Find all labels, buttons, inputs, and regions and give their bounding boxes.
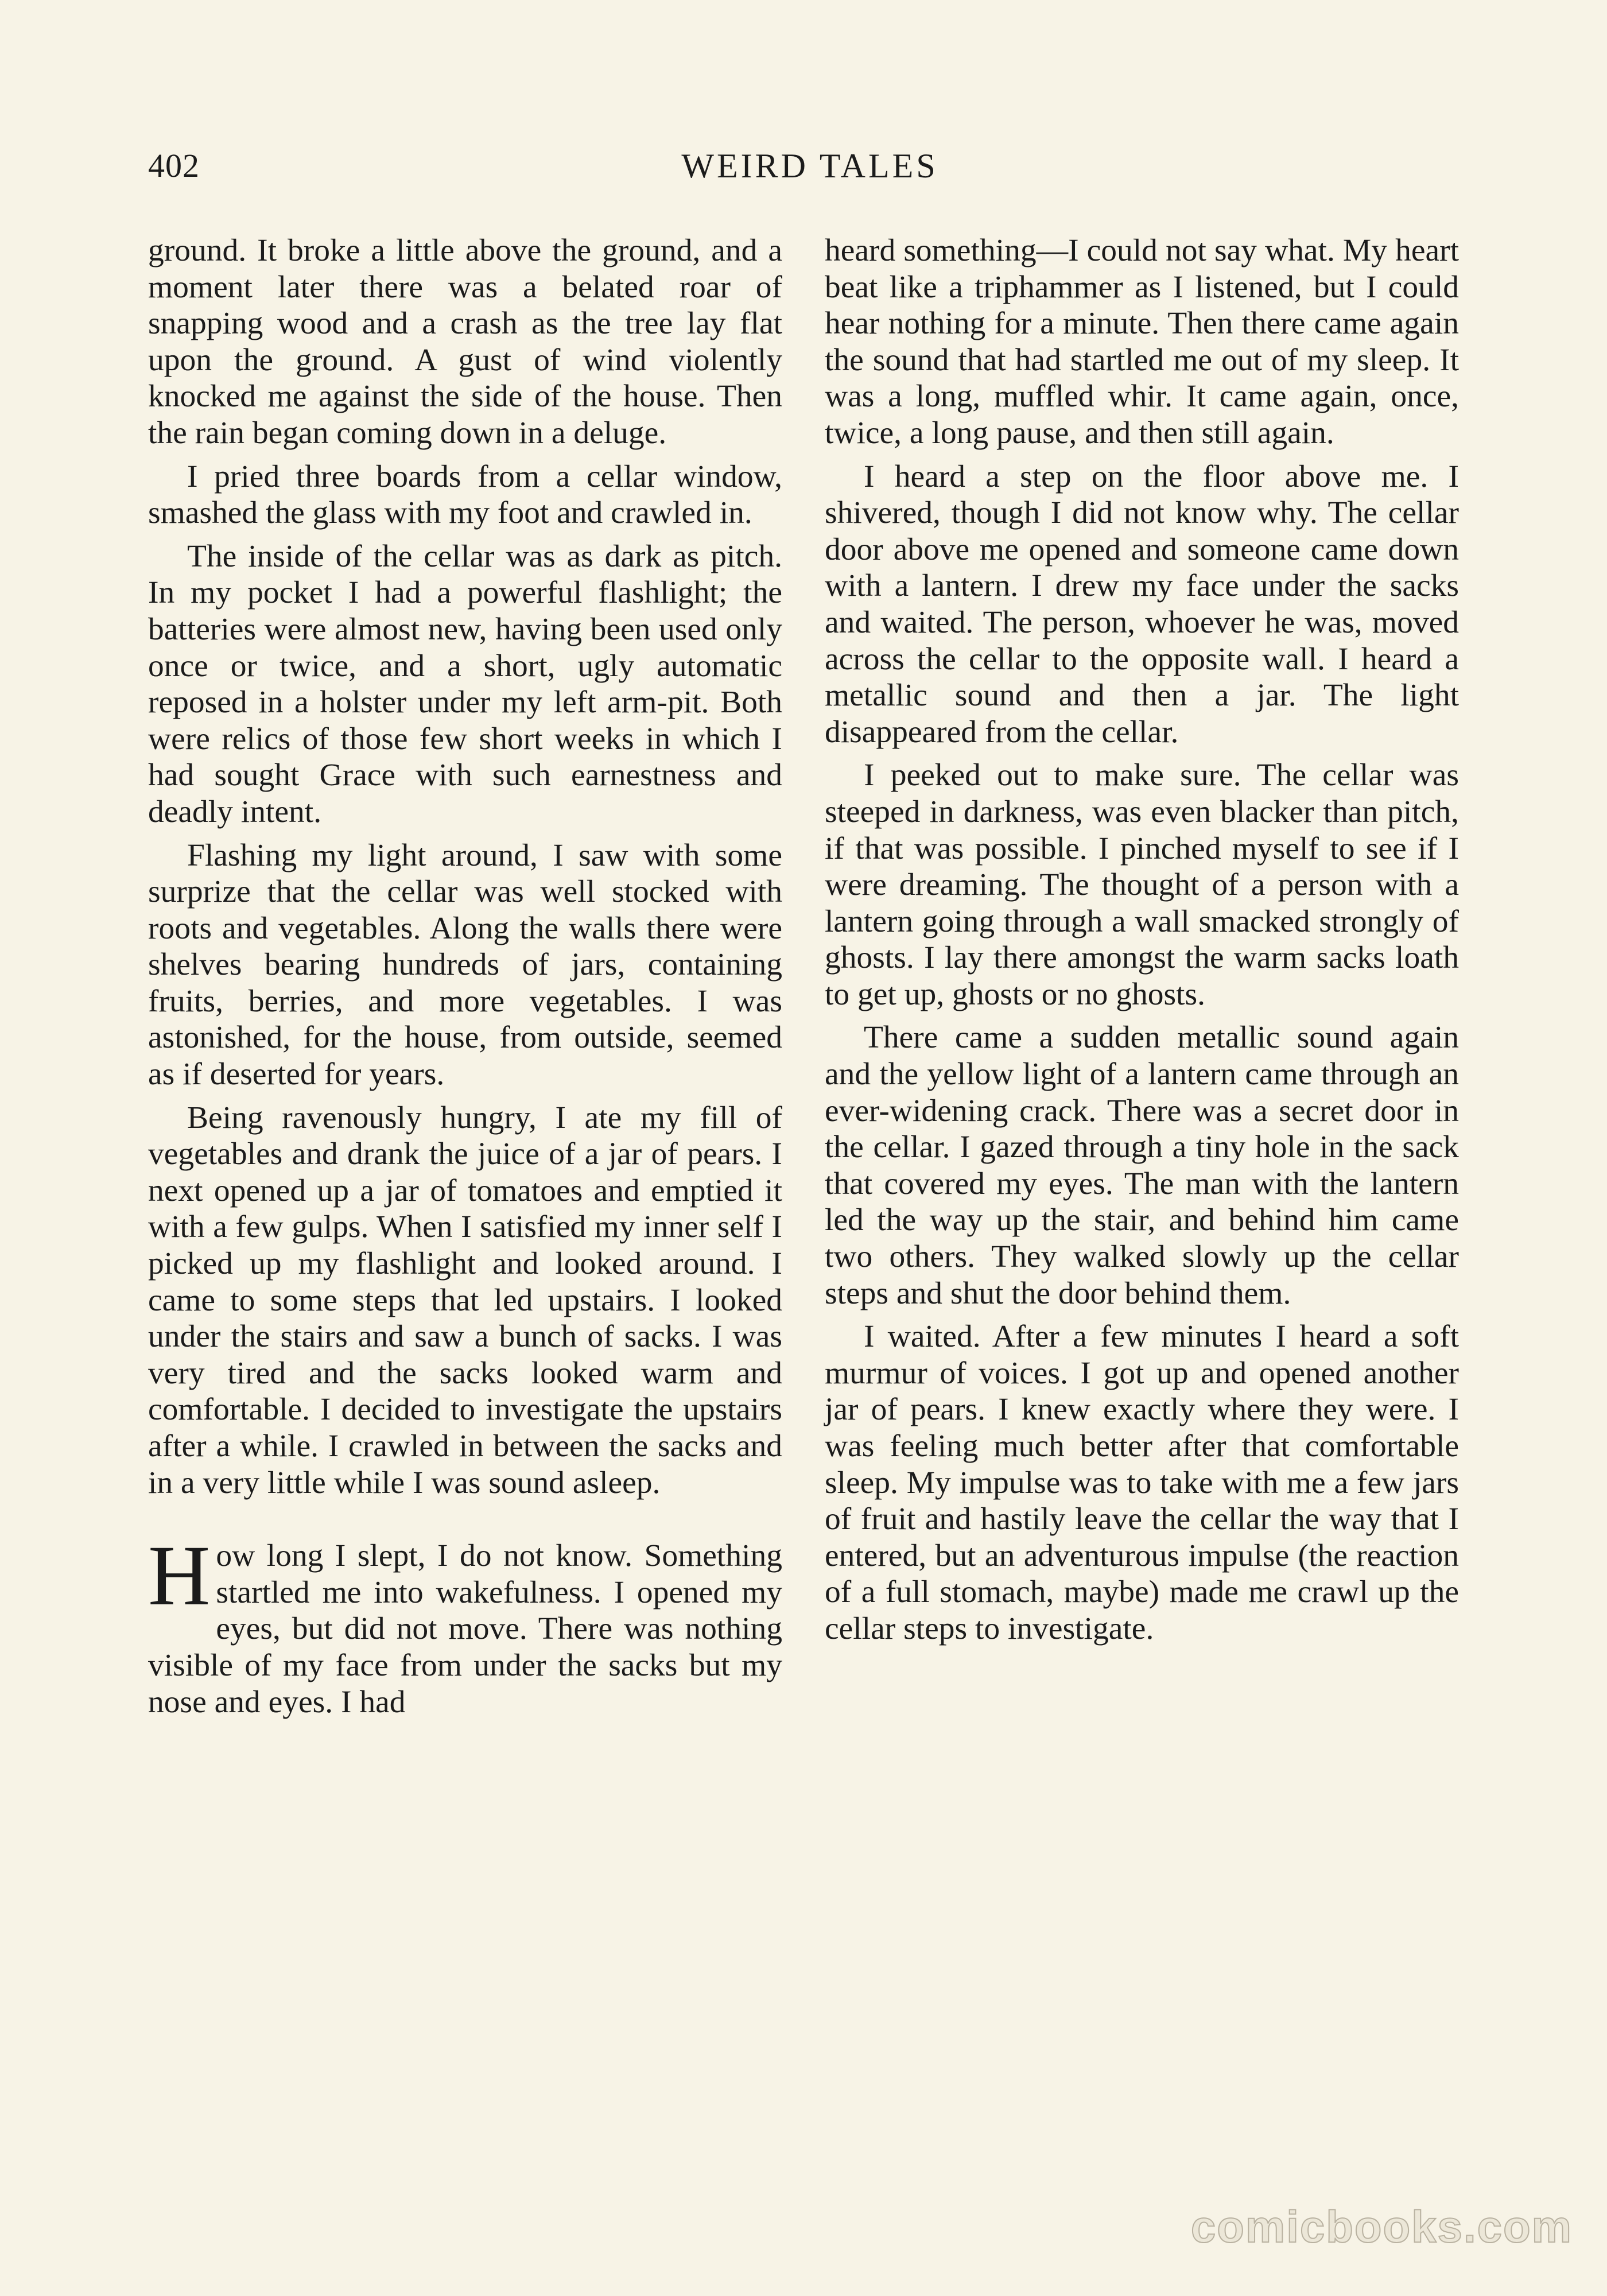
running-title: WEIRD TALES [681,147,938,185]
section-paragraph [148,1528,782,1720]
paragraph: I peeked out to make sure. The cellar was steeped in darkness, was even blacker than pitch, if that was possible. I pinched myself to see if I were dreaming. The thought of a person with a lantern going through a wall smacked strongly of ghosts. I lay there amongst the warm sacks loath to get up, ghosts or no ghosts. [825,758,1459,1012]
drop-cap: H [148,1528,211,1624]
paragraph: I heard a step on the floor above me. I shivered, though I did not know why. The cellar door above me opened and someone came down with a lantern. I drew my face under the sacks and waited. The person, whoever he was, moved across the cellar to the opposite wall. I heard a metallic sound and then a jar. The light disappeared from the cellar. [825,459,1459,750]
paragraph: There came a sudden metallic sound again and the yellow light of a lantern came through an ever-widening crack. There was a secret door in the cellar. I gazed through a tiny hole in the sack that covered my eyes. The man with the lantern led the way up the stair, and behind him came two others. They walked slowly up the cellar steps and shut the door behind them. [825,1020,1459,1311]
left-column [148,232,782,1720]
paragraph: I waited. After a few minutes I heard a soft murmur of voices. I got up and opened another jar of pears. I knew exactly where they were. I was feeling much better after that comfortable sleep. My impulse was to take with me a few jars of fruit and hastily leave the cellar the way that I entered, but an adventurous impulse (the reaction of a full stomach, maybe) made me crawl up the cellar steps to investigate. [825,1319,1459,1646]
paragraph: Flashing my light around, I saw with some surprize that the cellar was well stocked with roots and vegetables. Along the walls there were shelves bearing hundreds of jars, containing fruits, berries, and more vegetables. I was astonished, for the house, from outside, seemed as if deserted for years. [148,837,782,1092]
paragraph: I pried three boards from a cellar window, smashed the glass with my foot and crawled in. [148,459,782,531]
watermark: comicbooks.com [1190,2201,1573,2252]
right-column [825,232,1459,1647]
paragraph: The inside of the cellar was as dark as pitch. In my pocket I had a powerful flashlight; the batteries were almost new, having been used only once or twice, and a short, ugly automatic reposed in a holster under my left arm-pit. Both were relics of those few short weeks in which I had sought Grace with such earnestness and deadly intent. [148,538,782,829]
paragraph: Being ravenously hungry, I ate my fill of vegetables and drank the juice of a jar of pears. I next opened up a jar of tomatoes and emptied it with a few gulps. When I satisfied my inner self I picked up my flashlight and looked around. I came to some steps that led upstairs. I looked under the stairs and saw a bunch of sacks. I was very tired and the sacks looked warm and comfortable. I decided to investigate the upstairs after a while. I crawled in between the sacks and in a very little while I was sound asleep. [148,1100,782,1500]
page-header [148,146,1472,187]
paragraph: heard something—I could not say what. My heart beat like a triphammer as I listened, but I could hear nothing for a minute. Then there came again the sound that had startled me out of my sleep. It was a long, muffled whir. It came again, once, twice, a long pause, and then still again. [825,233,1459,451]
section-text: ow long I slept, I do not know. Something startled me into wakefulness. I opened my eyes, but did not move. There was nothing visible of my face from under the sacks but my nose and eyes. I had [148,1538,782,1720]
paragraph: ground. It broke a little above the ground, and a moment later there was a belated roar of snapping wood and a crash as the tree lay flat upon the ground. A gust of wind violently knocked me against the side of the house. Then the rain began coming down in a deluge. [148,233,782,451]
page-number: 402 [148,147,200,184]
